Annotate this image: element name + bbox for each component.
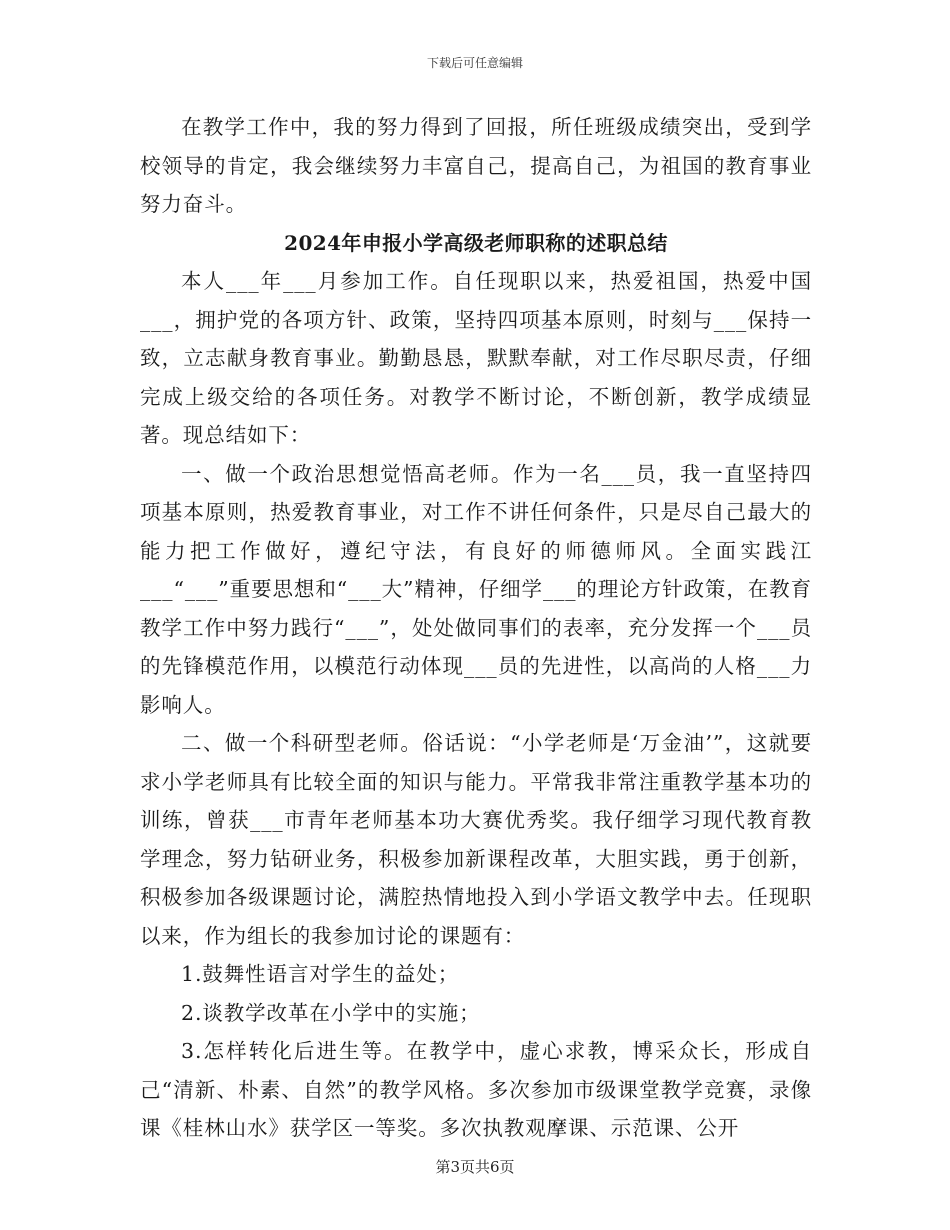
list-item: 2.谈教学改革在小学中的实施； (181, 1000, 481, 1025)
paragraph-final: 3.怎样转化后进生等。在教学中，虚心求教，博采众长，形成自己“清新、朴素、自然”的教学风格。多次参加市级课堂教学竞赛，录像课《桂林山水》获学区一等奖。多次执教观摩课、示范课、公开 (140, 1039, 812, 1140)
page-header: 下载后可任意编辑 (426, 56, 523, 70)
paragraph-political: 一、做一个政治思想觉悟高老师。作为一名___员，我一直坚持四项基本原则，热爱教育事业，对工作不讲任何条件，只是尽自己最大的能力把工作做好，遵纪守法，有良好的师德师风。全面实践江___“___”重要思想和“___大”精神，仔细学___的理论方针政策，在教育教学工作中努力践行“___”，处处做同事们的表率，充分发挥一个___员的先锋模范作用，以模范行动体现___员的先进性，以高尚的人格___力影响人。 (140, 461, 812, 717)
intro-paragraph: 在教学工作中，我的努力得到了回报，所任班级成绩突出，受到学校领导的肯定，我会继续努力丰富自己，提高自己，为祖国的教育事业努力奋斗。 (140, 115, 812, 216)
paragraph-research: 二、做一个科研型老师。俗话说：“小学老师是‘万金油’”，这就要求小学老师具有比较全面的知识与能力。平常我非常注重教学基本功的训练，曾获___市青年老师基本功大赛优秀奖。我仔细学习现代教育教学理念，努力钻研业务，积极参加新课程改革，大胆实践，勇于创新，积极参加各级课题讨论，满腔热情地投入到小学语文教学中去。任现职以来，作为组长的我参加讨论的课题有： (140, 731, 812, 948)
page-number: 第3页共6页 (435, 1158, 515, 1176)
list-item: 1.鼓舞性语言对学生的益处； (181, 962, 460, 986)
paragraph-opening: 本人___年___月参加工作。自任现职以来，热爱祖国，热爱中国___，拥护党的各项方针、政策，坚持四项基本原则，时刻与___保持一致，立志献身教育事业。勤勤恳恳，默默奉献，对工作尽职尽责，仔细完成上级交给的各项任务。对教学不断讨论，不断创新，教学成绩显著。现总结如下： (140, 269, 812, 447)
document-body (140, 108, 812, 1148)
document-title: 2024年申报小学高级老师职称的述职总结 (284, 230, 668, 255)
